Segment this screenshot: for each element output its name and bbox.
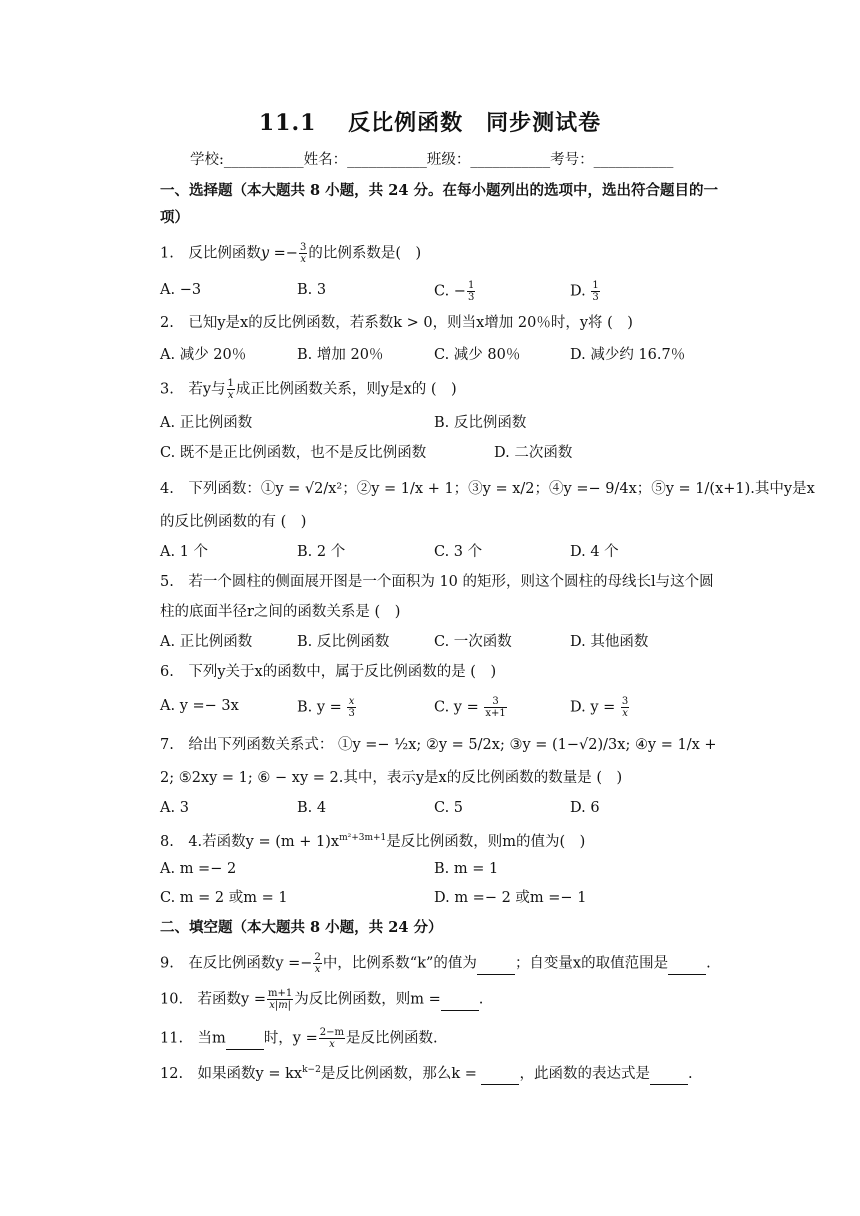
q3-option-b[interactable]: B. 反比例函数: [434, 415, 527, 431]
question-6: 6. 下列y关于x的函数中，属于反比例函数的是 ( ): [160, 664, 497, 680]
section2-heading: 二、填空题（本大题共 8 小题，共 24 分）: [160, 919, 443, 936]
q4-option-b[interactable]: B. 2 个: [297, 544, 346, 560]
question-12: 12. 如果函数$y = kx^{k-2}$是反比例函数，那么k = ，此函数的表达式是 .: [160, 1060, 693, 1085]
q7-option-b[interactable]: B. 4: [297, 800, 327, 816]
question-5-line2: 柱的底面半径r之间的函数关系是 ( ): [160, 604, 401, 620]
question-9: 9. 在反比例函数y =− $\frac{2}{x}$ 中，比例系数“k”的值为 ；自变量x的取值范围是 .: [160, 952, 711, 975]
q12-blank-1[interactable]: [481, 1064, 519, 1085]
student-info-line: 学校:___________姓名：___________班级：___________考号：___________: [190, 152, 674, 168]
q10-blank[interactable]: [441, 990, 479, 1011]
q1-option-a[interactable]: A. −3: [160, 282, 202, 298]
q8-option-c[interactable]: C. m = 2 或m = 1: [160, 890, 288, 906]
q3-option-d[interactable]: D. 二次函数: [494, 445, 573, 461]
question-10: 10. 若函数y = $\frac{m+1}{x|m|}$ 为反比例函数，则m = .: [160, 988, 484, 1011]
q6-option-d[interactable]: D. y = $\frac{3}{x}$: [570, 696, 629, 719]
q2-option-d[interactable]: D. 减少约 16.7％: [570, 347, 686, 363]
q1-option-d[interactable]: D. $\frac{1}{3}$: [570, 280, 599, 303]
question-1: 1. 反比例函数y =− $\frac{3}{x}$ 的比例系数是( ): [160, 242, 422, 265]
q3-fraction: $\frac{1}{x}$: [227, 378, 234, 401]
page-title: 11.1 反比例函数 同步测试卷: [258, 110, 602, 136]
q2-option-a[interactable]: A. 减少 20％: [160, 347, 247, 363]
q5-option-a[interactable]: A. 正比例函数: [160, 634, 253, 650]
q1-stem: 1. 反比例函数: [160, 245, 261, 262]
q1-tail: 的比例系数是( ): [308, 245, 422, 262]
q2-option-c[interactable]: C. 减少 80％: [434, 347, 521, 363]
section1-heading-line2: 项）: [160, 209, 189, 226]
q11-blank[interactable]: [226, 1029, 264, 1050]
q9-blank-2[interactable]: [668, 954, 706, 975]
question-2: 2. 已知y是x的反比例函数，若系数k > 0，则当x增加 20％时，y将 ( ): [160, 315, 633, 331]
section1-heading-line1: 一、选择题（本大题共 8 小题，共 24 分。在每小题列出的选项中，选出符合题目的一: [160, 182, 718, 199]
q6-option-b[interactable]: B. y = $\frac{x}{3}$: [297, 696, 355, 719]
q3-option-a[interactable]: A. 正比例函数: [160, 415, 253, 431]
q6-option-a[interactable]: A. y =− 3x: [160, 698, 239, 714]
q5-option-b[interactable]: B. 反比例函数: [297, 634, 390, 650]
question-5-line1: 5. 若一个圆柱的侧面展开图是一个面积为 10 的矩形，则这个圆柱的母线长l与这个圆: [160, 574, 714, 590]
q8-exponent: m²+3m+1: [339, 833, 387, 843]
q7-option-c[interactable]: C. 5: [434, 800, 464, 816]
q8-option-d[interactable]: D. m =− 2 或m =− 1: [434, 890, 587, 906]
q1-fraction: $\frac{3}{x}$: [299, 242, 307, 265]
q12-blank-2[interactable]: [650, 1064, 688, 1085]
q7-option-a[interactable]: A. 3: [160, 800, 189, 816]
q4-option-d[interactable]: D. 4 个: [570, 544, 619, 560]
question-11: 11. 当m 时，y = $\frac{2-m}{x}$ 是反比例函数.: [160, 1027, 438, 1050]
q5-option-c[interactable]: C. 一次函数: [434, 634, 512, 650]
q3-option-c[interactable]: C. 既不是正比例函数，也不是反比例函数: [160, 445, 427, 461]
q1-option-c[interactable]: C. − $\frac{1}{3}$: [434, 280, 475, 303]
q7-option-d[interactable]: D. 6: [570, 800, 600, 816]
q1-option-b[interactable]: B. 3: [297, 282, 327, 298]
question-3: 3. 若y与 $\frac{1}{x}$ 成正比例函数关系，则y是x的 ( ): [160, 378, 457, 401]
q8-option-a[interactable]: A. m =− 2: [160, 861, 237, 877]
q4-option-c[interactable]: C. 3 个: [434, 544, 483, 560]
q8-option-b[interactable]: B. m = 1: [434, 861, 499, 877]
question-7-line1: 7. 给出下列函数关系式： ①y =− ½x; ②y = 5/2x; ③y = (1−√2)/3x; ④y = 1/x +: [160, 737, 717, 753]
question-7-line2: 2; ⑤2xy = 1; ⑥ − xy = 2.其中，表示y是x的反比例函数的数量是 ( ): [160, 770, 623, 786]
q2-option-b[interactable]: B. 增加 20％: [297, 347, 384, 363]
q9-blank-1[interactable]: [477, 954, 515, 975]
q5-option-d[interactable]: D. 其他函数: [570, 634, 649, 650]
question-8: 8. 4.若函数$y = (m + 1)x^{m^2+3m+1}$是反比例函数，则m的值为( ): [160, 833, 586, 850]
q4-option-a[interactable]: A. 1 个: [160, 544, 209, 560]
question-4-line1: 4. 下列函数：①y = √2/x²；②y = 1/x + 1；③y = x/2；④y =− 9/4x；⑤y = 1/(x+1).其中y是x: [160, 481, 815, 497]
question-4-line2: 的反比例函数的有 ( ): [160, 514, 307, 530]
q6-option-c[interactable]: C. y = $\frac{3}{x+1}$: [434, 696, 506, 719]
